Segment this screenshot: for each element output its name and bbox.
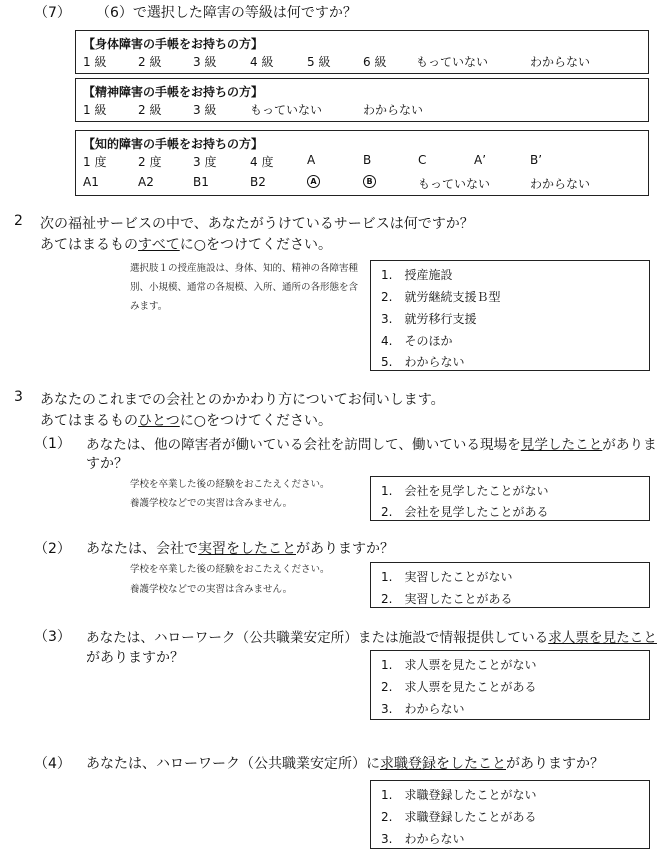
q3-2-options-box (370, 562, 650, 608)
intellectual-option[interactable]: 1 度 (83, 155, 107, 169)
q3-3-options-box (370, 650, 650, 720)
q3-2-text-b: がありますか？ (296, 541, 394, 557)
q2-note-line: 選択肢１の授産施設は、身体、知的、精神の各障害種 (130, 263, 359, 274)
intellectual-option[interactable]: A2 (138, 175, 154, 189)
q3-3-option-3[interactable]: 3. わからない (381, 702, 465, 716)
q7-number: （7） (34, 5, 71, 21)
q3-instruction-b: に○をつけてください。 (179, 413, 332, 429)
q3-3-question-cont: がありますか？ (86, 650, 184, 666)
q3-3-text-a: あなたは、ハローワーク（公共職業安定所）または施設で情報提供している (86, 630, 549, 646)
intellectual-option[interactable]: B’ (530, 153, 543, 167)
intellectual-option[interactable]: B1 (193, 175, 209, 189)
q3-1-note-line: 学校を卒業した後の経験をおこたえください。 (130, 479, 330, 490)
q3-1-number: （1） (34, 436, 71, 452)
intellectual-option[interactable]: C (418, 153, 427, 167)
q2-option-2[interactable]: 2. 就労継続支援Ｂ型 (381, 290, 501, 304)
mental-disability-box (75, 78, 649, 122)
q3-2-question (86, 538, 394, 558)
intellectual-option[interactable]: A (307, 153, 316, 167)
intellectual-option[interactable]: 3 度 (193, 155, 217, 169)
q2-option-3[interactable]: 3. 就労移行支援 (381, 312, 477, 326)
q3-1-text-a: あなたは、他の障害者が働いている会社を訪問して、働いている現場を (86, 437, 521, 453)
q3-3-number: （3） (34, 629, 71, 645)
q3-instruction-a: あてはまるもの (40, 413, 138, 429)
q3-instruction-emphasis: ひとつ (138, 413, 180, 429)
q3-2-option-1[interactable]: 1. 実習したことがない (381, 570, 513, 584)
circled-b-icon: B (363, 175, 376, 188)
intellectual-options-row-1 (76, 153, 648, 171)
q2-instruction (40, 234, 332, 254)
q3-1-options-box (370, 476, 650, 521)
q3-1-question (86, 433, 657, 453)
q3-2-text-emphasis: 実習をしたこと (198, 541, 296, 557)
q3-1-option-2[interactable]: 2. 会社を見学したことがある (381, 505, 549, 519)
q3-4-number: （4） (34, 756, 71, 772)
intellectual-option[interactable]: 4 度 (250, 155, 274, 169)
mental-option[interactable]: 2 級 (138, 103, 162, 117)
circled-a-icon: A (307, 175, 320, 188)
intellectual-option[interactable]: A1 (83, 175, 99, 189)
q3-question: あなたのこれまでの会社とのかかわり方についてお伺いします。 (40, 392, 445, 408)
physical-option[interactable]: 4 級 (250, 55, 274, 69)
intellectual-options-row-2 (76, 175, 648, 193)
q3-2-note-line: 養護学校などでの実習は含みません。 (130, 584, 293, 595)
q2-option-label: 1. 授産施設 (381, 268, 453, 282)
intellectual-option[interactable]: B2 (250, 175, 266, 189)
mental-option[interactable]: 3 級 (193, 103, 217, 117)
q3-4-option-2[interactable]: 2. 求職登録したことがある (381, 810, 537, 824)
physical-option[interactable]: 2 級 (138, 55, 162, 69)
q3-4-text-emphasis: 求職登録をしたこと (380, 756, 506, 772)
q2-number: 2 (14, 213, 23, 229)
intellectual-disability-box (75, 130, 649, 196)
intellectual-option[interactable]: わからない (530, 177, 591, 191)
q2-instruction-a: あてはまるもの (40, 237, 138, 253)
q3-1-question-cont: すか？ (86, 456, 128, 472)
physical-option[interactable]: 1 級 (83, 55, 107, 69)
q2-instruction-emphasis: すべて (138, 237, 180, 253)
q3-instruction (40, 410, 332, 430)
q3-4-text-b: がありますか？ (506, 756, 604, 772)
q3-4-text-a: あなたは、ハローワーク（公共職業安定所）に (86, 756, 380, 772)
physical-option[interactable]: 5 級 (307, 55, 331, 69)
q3-2-option-2[interactable]: 2. 実習したことがある (381, 592, 513, 606)
q3-3-question (86, 626, 657, 646)
q3-1-note-line: 養護学校などでの実習は含みません。 (130, 498, 293, 509)
q3-2-number: （2） (34, 541, 71, 557)
q2-options-box (370, 260, 650, 371)
q2-option-5[interactable]: 5. わからない (381, 355, 465, 369)
q3-1-option-1[interactable]: 1. 会社を見学したことがない (381, 484, 549, 498)
q2-note-line: 別、小規模、通常の各規模、入所、通所の各形態を含 (130, 282, 359, 293)
intellectual-box-title: 【知的障害の手帳をお持ちの方】 (83, 137, 264, 151)
physical-disability-box (75, 30, 649, 74)
q2-instruction-b: に○をつけてください。 (179, 237, 332, 253)
intellectual-option[interactable]: A’ (474, 153, 487, 167)
intellectual-option[interactable]: 2 度 (138, 155, 162, 169)
mental-box-title: 【精神障害の手帳をお持ちの方】 (83, 85, 264, 99)
q3-number: 3 (14, 389, 23, 405)
physical-option[interactable]: わからない (530, 55, 591, 69)
q3-2-text-a: あなたは、会社で (86, 541, 198, 557)
q3-3-option-1[interactable]: 1. 求人票を見たことがない (381, 658, 537, 672)
q3-1-text-emphasis: 見学したこと (520, 437, 603, 453)
physical-option[interactable]: 6 級 (363, 55, 387, 69)
q3-1-text-b: がありま (602, 437, 657, 453)
q3-4-options-box (370, 780, 650, 849)
physical-option[interactable]: 3 級 (193, 55, 217, 69)
q3-2-note-line: 学校を卒業した後の経験をおこたえください。 (130, 564, 330, 575)
q3-4-option-3[interactable]: 3. わからない (381, 832, 465, 846)
q3-4-question (86, 753, 604, 773)
q2-note-line: みます。 (130, 301, 168, 312)
q2-question: 次の福祉サービスの中で、あなたがうけているサービスは何ですか？ (40, 216, 474, 232)
q3-3-text-emphasis: 求人票を見たこと (548, 630, 657, 646)
q3-3-option-2[interactable]: 2. 求人票を見たことがある (381, 680, 537, 694)
physical-options-row (76, 53, 648, 71)
mental-option[interactable]: 1 級 (83, 103, 107, 117)
intellectual-option[interactable]: B (363, 153, 372, 167)
physical-box-title: 【身体障害の手帳をお持ちの方】 (83, 37, 264, 51)
q7-question: （6）で選択した障害の等級は何ですか？ (96, 5, 357, 21)
mental-option[interactable]: もっていない (250, 103, 323, 117)
q2-option-4[interactable]: 4. そのほか (381, 334, 453, 348)
q3-4-option-1[interactable]: 1. 求職登録したことがない (381, 788, 537, 802)
mental-option[interactable]: わからない (363, 103, 424, 117)
intellectual-option[interactable]: もっていない (418, 177, 491, 191)
physical-option[interactable]: もっていない (416, 55, 489, 69)
mental-options-row (76, 101, 648, 119)
q2-option-1[interactable] (381, 266, 452, 283)
